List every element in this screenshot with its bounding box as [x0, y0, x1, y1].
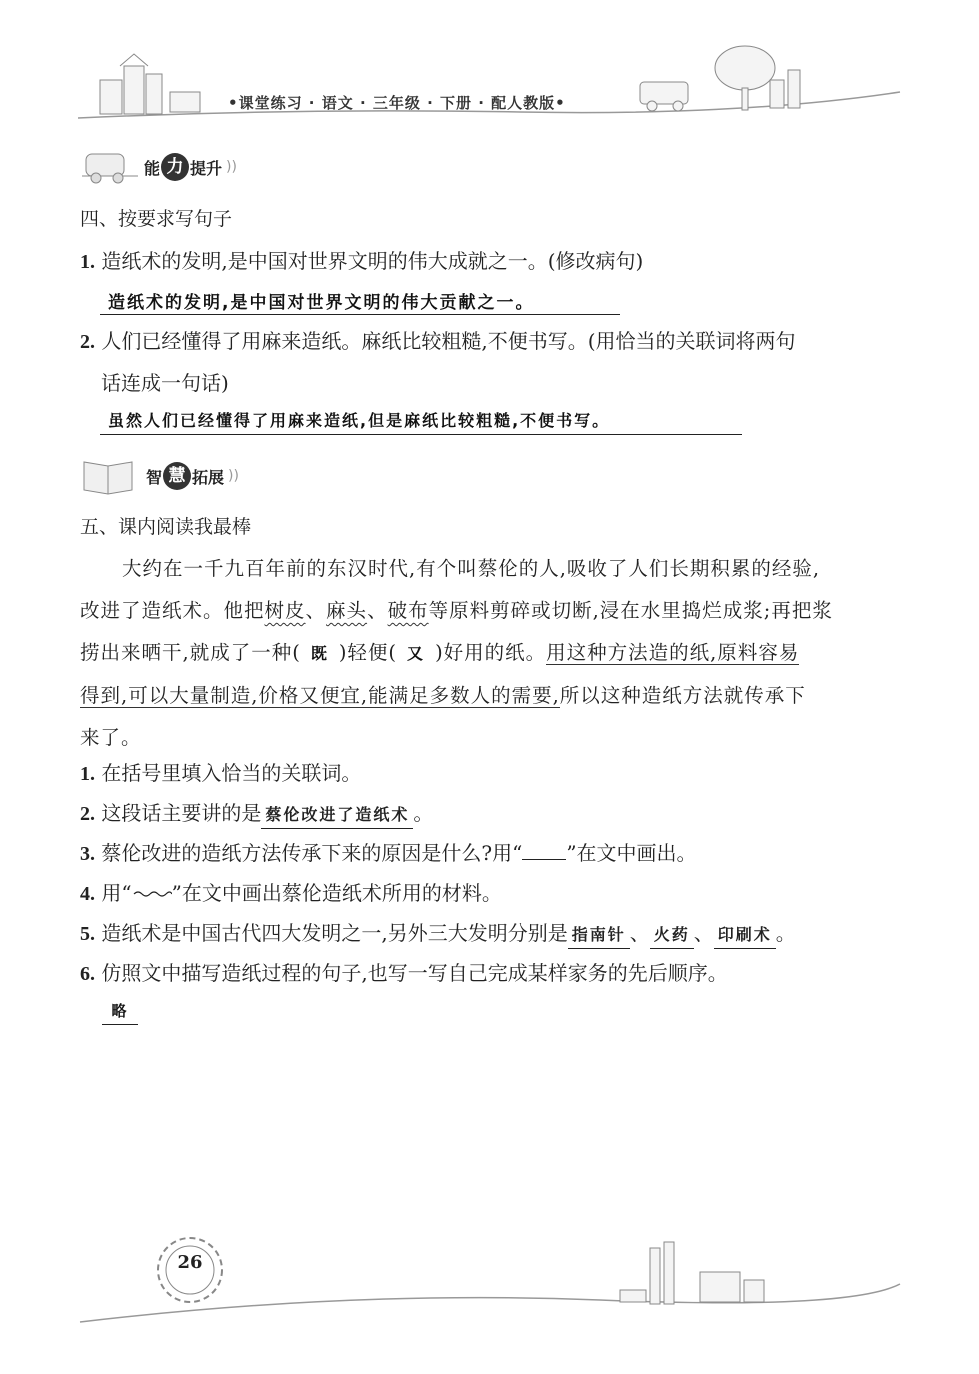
reason-underline-2: 得到,可以大量制造,价格又便宜,能满足多数人的需要, — [80, 684, 560, 707]
material-hemp: 麻头 — [326, 599, 368, 622]
part5-question-4: 4. 用“ ”在文中画出蔡伦造纸术所用的材料。 — [80, 881, 502, 905]
fill-answer-2: 又 — [407, 644, 426, 663]
material-bark: 树皮 — [264, 599, 306, 622]
footer-decoration — [0, 1220, 979, 1340]
wavy-line-symbol — [132, 884, 172, 900]
reason-underline-1: 用这种方法造的纸,原料容易 — [546, 641, 800, 664]
part4-question-2-cont: 话连成一句话) — [101, 371, 229, 395]
passage-line-3: 捞出来晒干,就成了一种( 既 )轻便( 又 )好用的纸。用这种方法造的纸,原料容易 — [80, 641, 800, 664]
part4-answer-1: 造纸术的发明,是中国对世界文明的伟大贡献之一。 — [108, 293, 535, 313]
part4-title: 四、按要求写句子 — [80, 208, 233, 230]
ability-section-badge: 能 力 提升 )) — [144, 147, 237, 187]
part5-question-3: 3. 蔡伦改进的造纸方法传承下来的原因是什么?用“ ”在文中画出。 — [80, 841, 697, 865]
answer-printing: 印刷术 — [714, 922, 776, 949]
part5-answer-6: 略 — [102, 1000, 138, 1025]
wisdom-section-badge: 智 慧 拓展 )) — [146, 456, 239, 496]
fill-answer-1: 既 — [310, 644, 329, 663]
answer-main-idea: 蔡伦改进了造纸术 — [261, 802, 413, 829]
passage-line-4: 得到,可以大量制造,价格又便宜,能满足多数人的需要,所以这种造纸方法就传承下 — [80, 684, 806, 707]
material-rags: 破布 — [387, 599, 429, 622]
book-icon — [78, 452, 148, 496]
part4-question-1: 1. 造纸术的发明,是中国对世界文明的伟大成就之一。(修改病句) — [80, 249, 644, 273]
passage-line-2: 改进了造纸术。他把树皮、麻头、破布等原料剪碎或切断,浸在水里捣烂成浆;再把浆 — [80, 599, 833, 622]
part4-answer-1-line — [100, 286, 620, 315]
part4-answer-2-line — [100, 406, 742, 435]
part5-question-1: 1. 在括号里填入恰当的关联词。 — [80, 761, 362, 785]
part5-title: 五、课内阅读我最棒 — [80, 516, 252, 538]
part5-question-2: 2. 这段话主要讲的是 蔡伦改进了造纸术 。 — [80, 800, 433, 829]
answer-compass: 指南针 — [568, 922, 630, 949]
reading-passage: 大约在一千九百年前的东汉时代,有个叫蔡伦的人,吸收了人们长期积累的经验, 改进了造纸术。他把树皮、麻头、破布等原料剪碎或切断,浸在水里捣烂成浆;再把浆 捞出来晒干,就成了一种( 既 )轻便( 又 )好用的纸。用这种方法造的纸,原料容易 得到,可以大量制造,价格又便宜,能满足多数人的需要,所以这种造纸方法就传承下 来了。 — [80, 548, 900, 759]
straight-line-symbol — [522, 845, 566, 860]
part5-question-6: 6. 仿照文中描写造纸过程的句子,也写一写自己完成某样家务的先后顺序。 — [80, 961, 728, 985]
page-number: 26 — [177, 1252, 203, 1273]
header-decoration — [0, 0, 979, 140]
part4-answer-2: 虽然人们已经懂得了用麻来造纸,但是麻纸比较粗糙,不便书写。 — [108, 411, 611, 430]
answer-gunpowder: 火药 — [650, 922, 694, 949]
part5-question-5: 5. 造纸术是中国古代四大发明之一,另外三大发明分别是 指南针 、 火药 、 印刷术 。 — [80, 920, 796, 949]
car-icon — [78, 148, 148, 188]
part4-question-2: 2. 人们已经懂得了用麻来造纸。麻纸比较粗糙,不便书写。(用恰当的关联词将两句 — [80, 329, 796, 353]
series-title: •课堂练习 · 语文 · 三年级 · 下册 · 配人教版• — [228, 94, 566, 112]
